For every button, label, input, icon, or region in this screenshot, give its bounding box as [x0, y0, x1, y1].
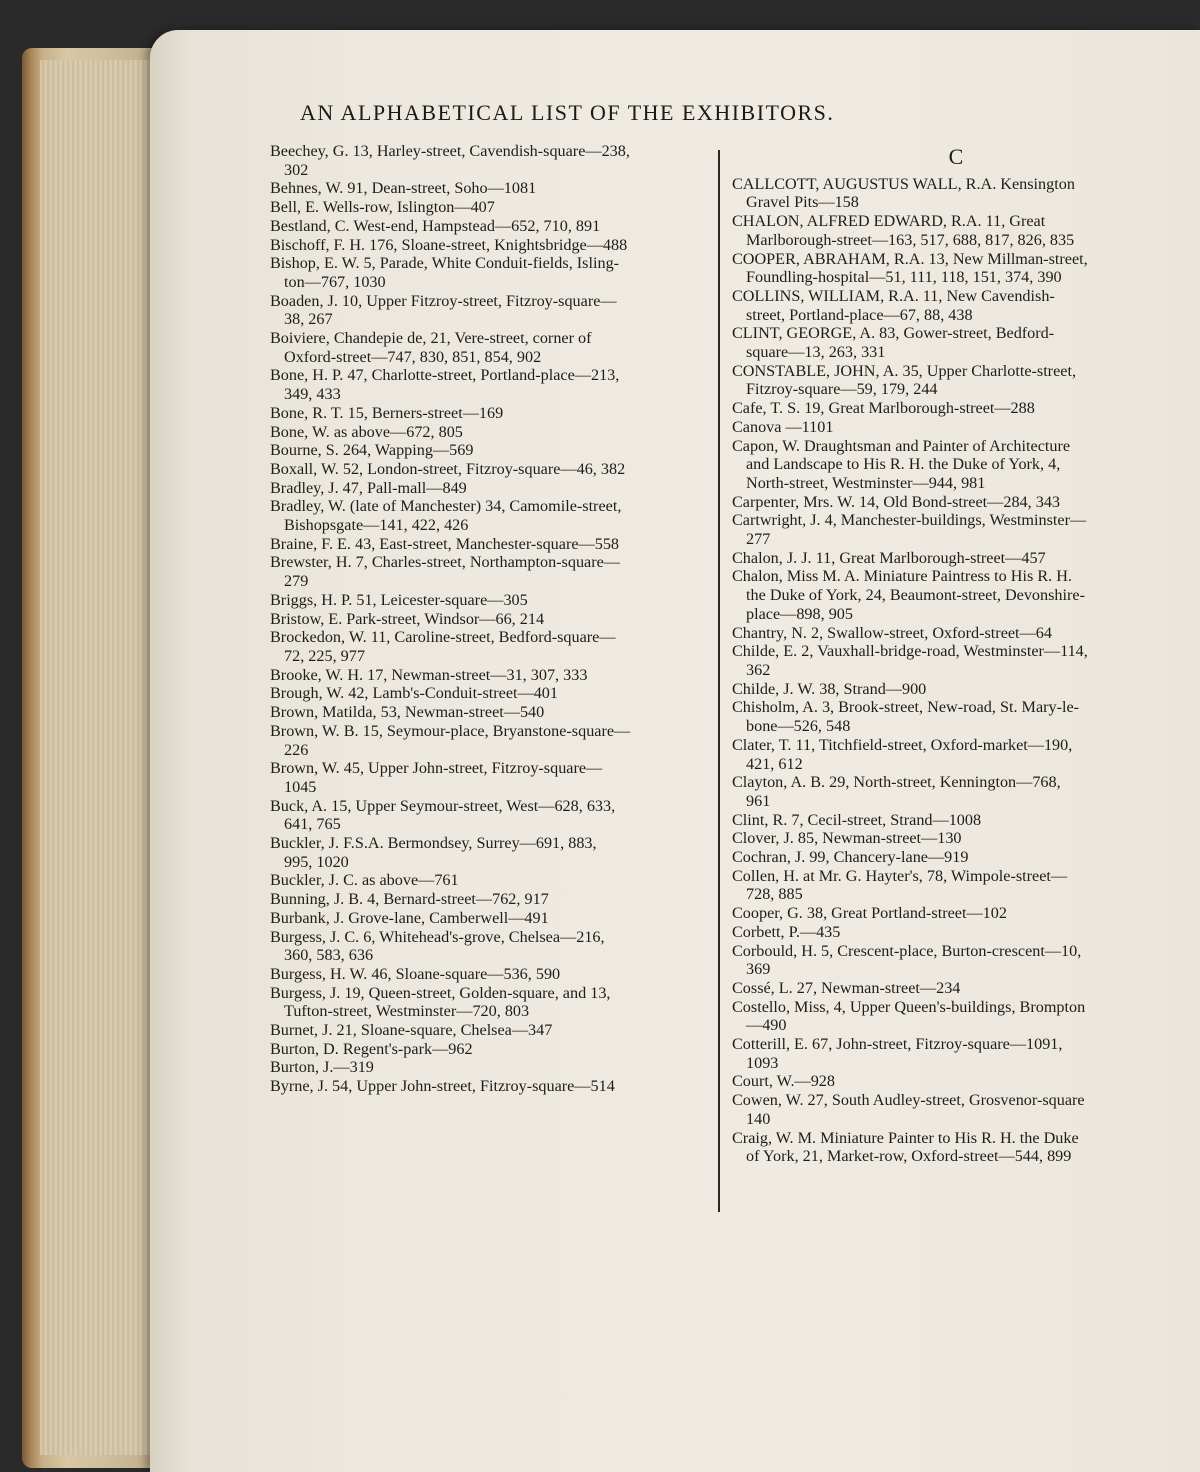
- entry-line: Collen, H. at Mr. G. Hayter's, 78, Wimpole-street—: [732, 866, 1068, 885]
- exhibitor-entry: [732, 867, 1180, 904]
- exhibitor-entry: [270, 236, 712, 255]
- entry-line: CHALON, ALFRED EDWARD, R.A. 11, Great: [732, 212, 1046, 231]
- entry-line: Boiviere, Chandepie de, 21, Vere-street, corner of: [270, 329, 592, 348]
- exhibitor-entry: [732, 549, 1180, 568]
- entry-line: Brewster, H. 7, Charles-street, Northampton-square—: [270, 553, 620, 572]
- entry-continuation-line: 362: [746, 660, 771, 679]
- entry-line: Carpenter, Mrs. W. 14, Old Bond-street—284, 343: [732, 492, 1061, 511]
- entry-continuation-line: 302: [284, 160, 309, 179]
- entry-line: Cartwright, J. 4, Manchester-buildings, Westminster—: [732, 511, 1087, 530]
- exhibitor-entry: [270, 984, 712, 1021]
- entry-line: Bunning, J. B. 4, Bernard-street—762, 917: [270, 890, 549, 909]
- exhibitor-entry: [270, 1021, 712, 1040]
- exhibitor-entry: [270, 591, 712, 610]
- exhibitor-entry: [732, 904, 1180, 923]
- entry-line: Brown, W. B. 15, Seymour-place, Bryanstone-square—: [270, 721, 631, 740]
- exhibitor-entry: [270, 965, 712, 984]
- entry-line: Bishop, E. W. 5, Parade, White Conduit-fields, Isling-: [270, 254, 620, 273]
- entry-line: Behnes, W. 91, Dean-street, Soho—1081: [270, 179, 537, 198]
- exhibitor-entry: [732, 923, 1180, 942]
- entry-line: Burgess, J. C. 6, Whitehead's-grove, Chelsea—216,: [270, 927, 605, 946]
- entry-line: Craig, W. M. Miniature Painter to His R. H. the Duke: [732, 1128, 1079, 1147]
- entry-line: COOPER, ABRAHAM, R.A. 13, New Millman-street,: [732, 249, 1088, 268]
- exhibitor-entry: [270, 254, 712, 291]
- exhibitor-entry: [270, 759, 712, 796]
- exhibitor-entry: [732, 998, 1180, 1035]
- entry-line: Buckler, J. C. as above—761: [270, 871, 459, 890]
- exhibitor-entry: [270, 423, 712, 442]
- exhibitor-entry: [270, 1040, 712, 1059]
- entry-line: Bourne, S. 264, Wapping—569: [270, 441, 474, 460]
- entry-continuation-line: bone—526, 548: [746, 717, 851, 736]
- exhibitor-entry: [732, 942, 1180, 979]
- entry-line: Cowen, W. 27, South Audley-street, Grosvenor-square: [732, 1091, 1085, 1110]
- exhibitor-entry: [732, 511, 1180, 548]
- entry-continuation-line: Foundling-hospital—51, 111, 118, 151, 374, 390: [746, 268, 1062, 287]
- entry-line: Childe, E. 2, Vauxhall-bridge-road, Westminster—114,: [732, 642, 1088, 661]
- exhibitor-entry: [270, 479, 712, 498]
- exhibitor-entry: [270, 610, 712, 629]
- entry-line: Bell, E. Wells-row, Islington—407: [270, 198, 495, 217]
- exhibitor-entry: [270, 441, 712, 460]
- exhibitor-entry: [270, 460, 712, 479]
- entry-continuation-line: place—898, 905: [746, 604, 853, 623]
- exhibitor-entry: [270, 179, 712, 198]
- section-letter: C: [948, 144, 964, 169]
- entry-continuation-line: 349, 433: [284, 385, 341, 404]
- entry-line: Boaden, J. 10, Upper Fitzroy-street, Fitzroy-square—: [270, 291, 617, 310]
- entry-line: Burgess, J. 19, Queen-street, Golden-square, and 13,: [270, 983, 611, 1002]
- exhibitor-entry: [270, 142, 712, 179]
- entry-line: Buckler, J. F.S.A. Bermondsey, Surrey—691, 883,: [270, 834, 597, 853]
- exhibitor-entry: [270, 217, 712, 236]
- entry-line: Briggs, H. P. 51, Leicester-square—305: [270, 590, 528, 609]
- exhibitor-entry: [270, 628, 712, 665]
- entry-line: CALLCOTT, AUGUSTUS WALL, R.A. Kensington: [732, 174, 1075, 193]
- exhibitor-entry: [270, 722, 712, 759]
- exhibitor-entry: [270, 834, 712, 871]
- entry-line: Burbank, J. Grove-lane, Camberwell—491: [270, 908, 549, 927]
- entry-continuation-line: 279: [284, 572, 309, 591]
- exhibitor-entry: [270, 292, 712, 329]
- exhibitor-entry: [732, 212, 1180, 249]
- exhibitor-entry: [732, 287, 1180, 324]
- entry-line: Childe, J. W. 38, Strand—900: [732, 679, 927, 698]
- entry-continuation-line: Fitzroy-square—59, 179, 244: [746, 380, 938, 399]
- exhibitor-entry: [732, 979, 1180, 998]
- entry-line: Brooke, W. H. 17, Newman-street—31, 307, 333: [270, 665, 588, 684]
- entry-line: Bestland, C. West-end, Hampstead—652, 710, 891: [270, 216, 601, 235]
- entry-line: Cossé, L. 27, Newman-street—234: [732, 978, 961, 997]
- entry-line: COLLINS, WILLIAM, R.A. 11, New Cavendish-: [732, 286, 1055, 305]
- entry-line: Brough, W. 42, Lamb's-Conduit-street—401: [270, 684, 558, 703]
- entry-line: Bone, R. T. 15, Berners-street—169: [270, 403, 504, 422]
- entry-line: Bone, H. P. 47, Charlotte-street, Portland-place—213,: [270, 366, 620, 385]
- exhibitor-entry: [732, 773, 1180, 810]
- exhibitor-entry: [270, 666, 712, 685]
- entry-line: Bischoff, F. H. 176, Sloane-street, Knightsbridge—488: [270, 235, 628, 254]
- exhibitor-entry: [732, 642, 1180, 679]
- entry-line: Capon, W. Draughtsman and Painter of Architecture: [732, 436, 1071, 455]
- entry-continuation-line: 72, 225, 977: [284, 646, 365, 665]
- entry-continuation-line: 38, 267: [284, 310, 333, 329]
- exhibitor-entry: [732, 437, 1180, 493]
- entry-line: Byrne, J. 54, Upper John-street, Fitzroy-square—514: [270, 1077, 615, 1096]
- entry-line: Beechey, G. 13, Harley-street, Cavendish-square—238,: [270, 142, 630, 160]
- entry-continuation-line: 1093: [746, 1053, 779, 1072]
- entry-line: Brockedon, W. 11, Caroline-street, Bedford-square—: [270, 628, 616, 647]
- entry-line: Cooper, G. 38, Great Portland-street—102: [732, 904, 1007, 923]
- exhibitor-entry: [270, 871, 712, 890]
- entry-line: Clover, J. 85, Newman-street—130: [732, 829, 962, 848]
- exhibitor-entry: [732, 324, 1180, 361]
- entry-line: Brown, Matilda, 53, Newman-street—540: [270, 703, 545, 722]
- entry-line: Burton, D. Regent's-park—962: [270, 1039, 473, 1058]
- entry-continuation-line: of York, 21, Market-row, Oxford-street—544, 899: [746, 1147, 1072, 1166]
- entry-line: Bone, W. as above—672, 805: [270, 422, 463, 441]
- entry-line: Braine, F. E. 43, East-street, Manchester-square—558: [270, 534, 620, 553]
- entry-continuation-line: the Duke of York, 24, Beaumont-street, Devonshire-: [746, 586, 1085, 605]
- exhibitor-entry: [732, 418, 1180, 437]
- entry-line: CLINT, GEORGE, A. 83, Gower-street, Bedford-: [732, 324, 1055, 343]
- entry-line: Clint, R. 7, Cecil-street, Strand—1008: [732, 810, 982, 829]
- entry-line: Cochran, J. 99, Chancery-lane—919: [732, 848, 969, 867]
- entry-line: Costello, Miss, 4, Upper Queen's-buildings, Brompton: [732, 997, 1086, 1016]
- entry-line: Clayton, A. B. 29, North-street, Kennington—768,: [732, 773, 1061, 792]
- exhibitor-entry: [270, 366, 712, 403]
- entry-line: Burgess, H. W. 46, Sloane-square—536, 590: [270, 964, 561, 983]
- exhibitor-entry: [270, 497, 712, 534]
- exhibitor-entry: [732, 829, 1180, 848]
- exhibitor-entry: [270, 535, 712, 554]
- entry-continuation-line: 728, 885: [746, 885, 803, 904]
- exhibitor-entry: [732, 493, 1180, 512]
- entry-line: CONSTABLE, JOHN, A. 35, Upper Charlotte-street,: [732, 361, 1076, 380]
- exhibitor-entry: [270, 890, 712, 909]
- entry-line: Brown, W. 45, Upper John-street, Fitzroy-square—: [270, 759, 603, 778]
- exhibitor-entry: [732, 1035, 1180, 1072]
- entry-continuation-line: square—13, 263, 331: [746, 343, 886, 362]
- exhibitor-entry: [732, 362, 1180, 399]
- entry-continuation-line: 1045: [284, 777, 317, 796]
- exhibitor-entry: [270, 684, 712, 703]
- entry-continuation-line: Bishopsgate—141, 422, 426: [284, 516, 469, 535]
- entry-continuation-line: Oxford-street—747, 830, 851, 854, 902: [284, 347, 542, 366]
- entry-continuation-line: Tufton-street, Westminster—720, 803: [284, 1002, 530, 1021]
- exhibitor-entry: [732, 848, 1180, 867]
- entry-line: Corbould, H. 5, Crescent-place, Burton-crescent—10,: [732, 941, 1082, 960]
- exhibitor-entry: [270, 329, 712, 366]
- exhibitor-entry: [270, 928, 712, 965]
- entry-line: Bradley, W. (late of Manchester) 34, Camomile-street,: [270, 497, 622, 516]
- entry-line: Clater, T. 11, Titchfield-street, Oxford-market—190,: [732, 735, 1073, 754]
- entry-continuation-line: 140: [746, 1109, 771, 1128]
- entry-line: Buck, A. 15, Upper Seymour-street, West—628, 633,: [270, 796, 616, 815]
- entry-continuation-line: 421, 612: [746, 754, 803, 773]
- entry-continuation-line: Gravel Pits—158: [746, 193, 859, 212]
- exhibitor-entry: [732, 1129, 1180, 1166]
- entry-line: Cotterill, E. 67, John-street, Fitzroy-square—1091,: [732, 1035, 1063, 1054]
- entry-line: Burton, J.—319: [270, 1058, 374, 1077]
- exhibitor-entry: [732, 1072, 1180, 1091]
- entry-line: Chalon, Miss M. A. Miniature Paintress to His R. H.: [732, 567, 1072, 586]
- exhibitor-entry: [732, 399, 1180, 418]
- entry-line: Chantry, N. 2, Swallow-street, Oxford-street—64: [732, 623, 1052, 642]
- entry-line: Bristow, E. Park-street, Windsor—66, 214: [270, 609, 545, 628]
- entry-continuation-line: 961: [746, 791, 771, 810]
- exhibitor-entry: [732, 698, 1180, 735]
- left-column: [270, 142, 712, 1096]
- right-column: [732, 142, 1180, 1166]
- entry-line: Bradley, J. 47, Pall-mall—849: [270, 478, 467, 497]
- entry-line: Corbett, P.—435: [732, 922, 841, 941]
- exhibitor-entry: [732, 736, 1180, 773]
- entry-line: Court, W.—928: [732, 1072, 835, 1091]
- exhibitor-entry: [732, 567, 1180, 623]
- exhibitor-entry: [270, 703, 712, 722]
- page-title: AN ALPHABETICAL LIST OF THE EXHIBITORS.: [300, 100, 835, 125]
- exhibitor-entry: [270, 404, 712, 423]
- entry-continuation-line: 277: [746, 530, 771, 549]
- entry-continuation-line: Marlborough-street—163, 517, 688, 817, 826, 835: [746, 230, 1075, 249]
- column-divider: [718, 150, 720, 1212]
- entry-continuation-line: 226: [284, 740, 309, 759]
- entry-continuation-line: —490: [746, 1016, 787, 1035]
- entry-line: Burnet, J. 21, Sloane-square, Chelsea—347: [270, 1021, 553, 1040]
- entry-continuation-line: street, Portland-place—67, 88, 438: [746, 305, 973, 324]
- entry-continuation-line: 995, 1020: [284, 852, 349, 871]
- exhibitor-entry: [270, 198, 712, 217]
- entry-continuation-line: 360, 583, 636: [284, 946, 374, 965]
- entry-continuation-line: and Landscape to His R. H. the Duke of York, 4,: [746, 455, 1061, 474]
- exhibitor-entry: [270, 909, 712, 928]
- exhibitor-entry: [732, 680, 1180, 699]
- exhibitor-entry: [270, 1058, 712, 1077]
- exhibitor-entry: [270, 1077, 712, 1096]
- entry-line: Chisholm, A. 3, Brook-street, New-road, St. Mary-le-: [732, 698, 1080, 717]
- entry-continuation-line: North-street, Westminster—944, 981: [746, 473, 986, 492]
- entry-continuation-line: ton—767, 1030: [284, 272, 386, 291]
- entry-line: Chalon, J. J. 11, Great Marlborough-street—457: [732, 548, 1046, 567]
- entry-line: Boxall, W. 52, London-street, Fitzroy-square—46, 382: [270, 459, 626, 478]
- exhibitor-entry: [732, 811, 1180, 830]
- exhibitor-entry: [732, 175, 1180, 212]
- exhibitor-entry: [732, 624, 1180, 643]
- entry-line: Cafe, T. S. 19, Great Marlborough-street—288: [732, 399, 1035, 418]
- entry-continuation-line: 369: [746, 960, 771, 979]
- entry-continuation-line: 641, 765: [284, 815, 341, 834]
- exhibitor-entry: [270, 553, 712, 590]
- exhibitor-entry: [732, 1091, 1180, 1128]
- exhibitor-entry: [732, 250, 1180, 287]
- entry-line: Canova —1101: [732, 417, 834, 436]
- exhibitor-entry: [270, 797, 712, 834]
